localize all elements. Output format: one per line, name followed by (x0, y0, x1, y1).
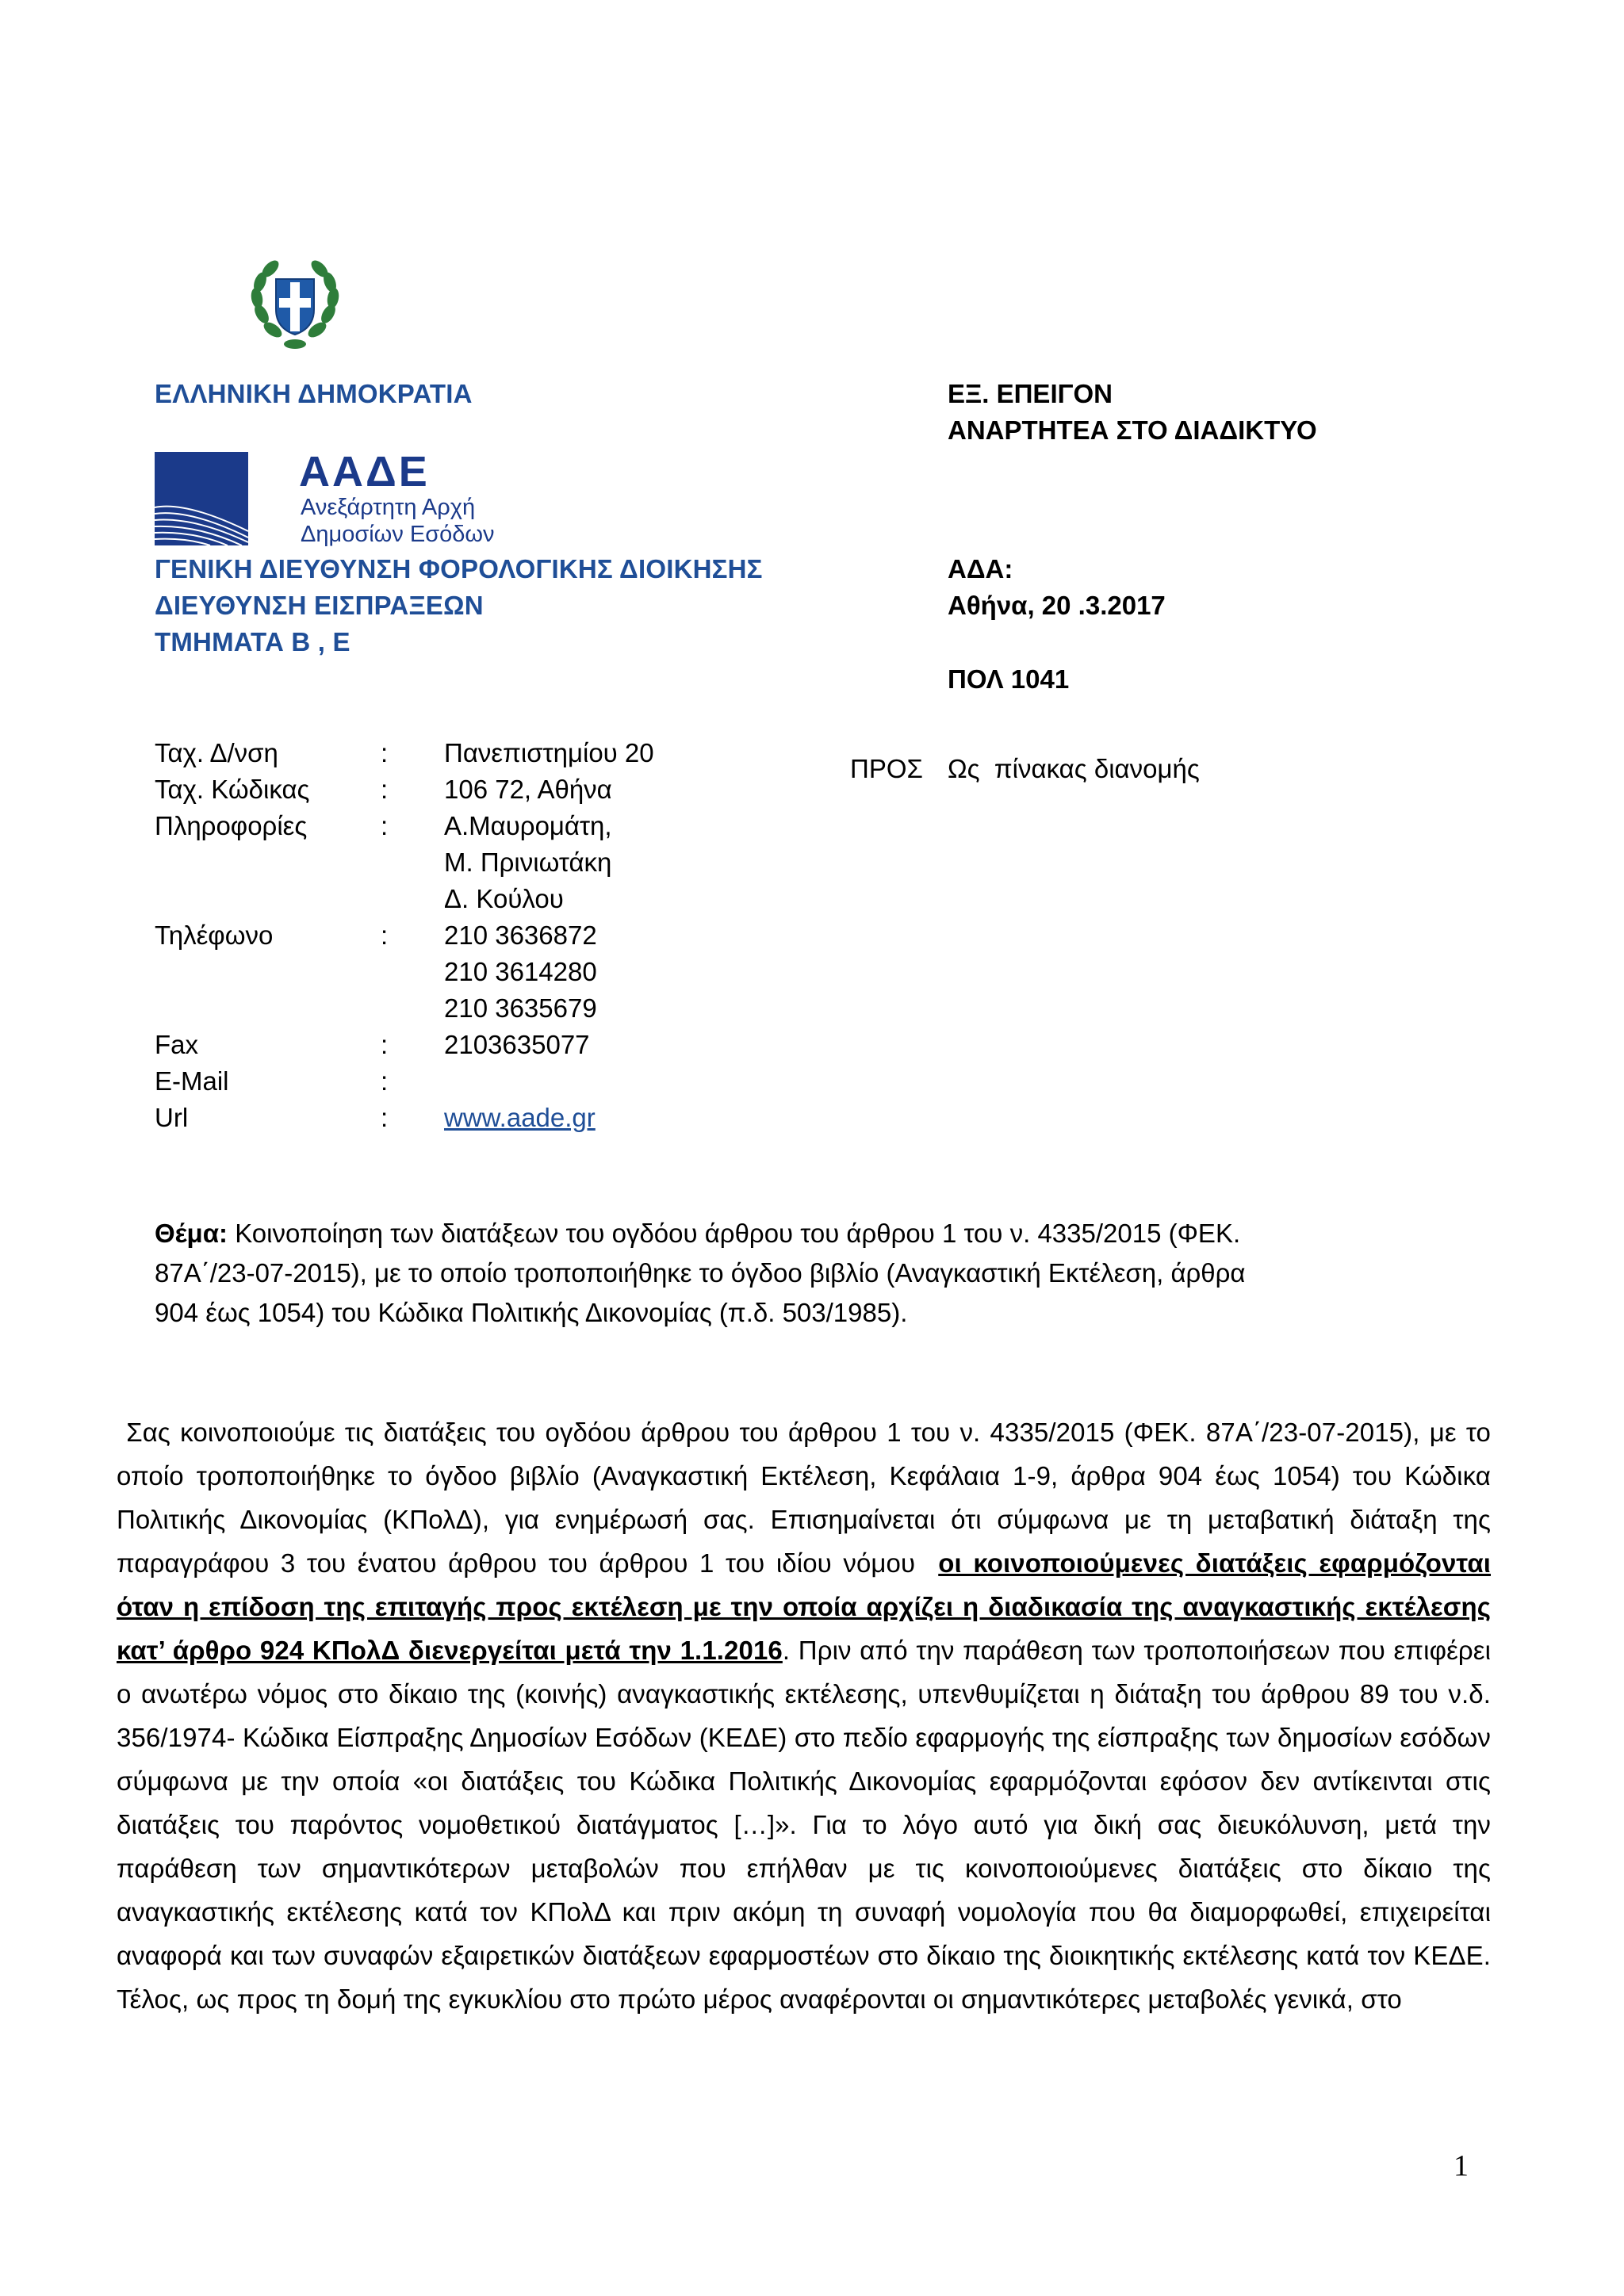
subject-line: 904 έως 1054) του Κώδικα Πολιτικής Δικονομίας (π.δ. 503/1985). (155, 1298, 908, 1327)
logo-line2: Δημοσίων Εσόδων (301, 522, 495, 547)
aade-logo-icon (155, 452, 248, 545)
phone-label: Τηλέφωνο (155, 920, 274, 950)
phone-number: 210 3614280 (444, 957, 597, 986)
aade-logo (155, 448, 519, 547)
subject-text: Κοινοποίηση των διατάξεων του ογδόου άρθρου του άρθρου 1 του ν. 4335/2015 (ΦΕΚ. (228, 1219, 1241, 1248)
body-text: . Πριν από την παράθεση των τροποποιήσεων που επιφέρει ο ανωτέρω νόμος στο δίκαιο της (κοινής) αναγκαστικής εκτέλεσης, υπενθυμίζεται η διάταξη του άρθρου 89 του ν.δ. 356/1974- Κώδικα Είσπραξης Δημοσίων Εσόδων (ΚΕΔΕ) στο πεδίο εφαρμογής της είσπραξης των δημοσίων εσόδων σύμφωνα με την οποία «οι διατάξεις του Κώδικα Πολιτικής Δικονομίας εφαρμόζονται εφόσον δεν αντίκεινται στις διατάξεις του παρόντος νομοθετικού διατάγματος […]». Για το λόγο αυτό για δική σας διευκόλυνση, μετά την παράθεση των σημαντικότερων μεταβολών που επήλθαν με τις κοινοποιούμενες διατάξεις στο δίκαιο της αναγκαστικής εκτέλεσης κατά τον ΚΠολΔ και πριν ακόμη τη συναφή νομολογία που θα διαμορφωθεί, επιχειρείται αναφορά και των συναφών εξαιρετικών διατάξεων εφαρμοστέων στο δίκαιο της διοικητικής εκτέλεσης κατά τον ΚΕΔΕ. Τέλος, ως προς τη δομή της εγκυκλίου στο πρώτο μέρος αναφέρονται οι σημαντικότερες μεταβολές γενικά, στο (117, 1636, 1492, 2014)
fax-value: 2103635077 (444, 1030, 590, 1059)
email-label: E-Mail (155, 1066, 229, 1096)
recipient-value: Ως πίνακας διανομής (948, 754, 1200, 783)
body-text: Σας κοινοποιούμε τις διατάξεις του ογδόου άρθρου του άρθρου 1 του ν. 4335/2015 (ΦΕΚ. 87Α΄/23-07-2015), με το οποίο τροποποιήθηκε το όγδοο βιβλίο (Αναγκαστική Εκτέλεση, Κεφάλαια 1-9, άρθρα 904 έως 1054) του Κώδικα Πολιτικής Δικονομίας (ΚΠολΔ), για ενημέρωσή σας. Επισημαίνεται ότι σύμφωνα με τη μεταβατική διάταξη της παραγράφου 3 του ένατου άρθρου του άρθρου 1 του ιδίου νόμου (117, 1418, 1499, 1578)
address-label: Ταχ. Δ/νση (155, 738, 278, 767)
directorate: ΔΙΕΥΘΥΝΣΗ ΕΙΣΠΡΑΞΕΩΝ (155, 591, 484, 620)
info-name: Μ. Πρινιωτάκη (444, 848, 612, 877)
url-label: Url (155, 1103, 189, 1132)
address-value: Πανεπιστημίου 20 (444, 738, 654, 767)
postcode-value: 106 72, Αθήνα (444, 775, 612, 804)
logo-line1: Ανεξάρτητη Αρχή (301, 495, 476, 520)
info-name: Δ. Κούλου (444, 884, 564, 913)
phone-number: 210 3635679 (444, 993, 597, 1023)
phone-number: 210 3636872 (444, 920, 597, 950)
fax-label: Fax (155, 1030, 199, 1059)
logo-abbr: ΑΑΔΕ (299, 448, 430, 496)
ada-label: ΑΔΑ: (948, 554, 1013, 584)
body-emphasis: οι κοινοποιούμενες διατάξεις εφαρμόζονται όταν η επίδοση της επιταγής προς εκτέλεση με την οποία αρχίζει η διαδικασία της αναγκαστικής εκτέλεσης κατ’ άρθρο 924 ΚΠολΔ διενεργείται μετά την 1.1.2016 (117, 1548, 1491, 1665)
info-name: Α.Μαυρομάτη, (444, 811, 612, 840)
colon: : (381, 775, 389, 804)
posting-label: ΑΝΑΡΤΗΤΕΑ ΣΤΟ ΔΙΑΔΙΚΤΥΟ (948, 415, 1317, 445)
website-link[interactable]: www.aade.gr (444, 1103, 596, 1132)
colon: : (381, 811, 389, 840)
recipient-label: ΠΡΟΣ (850, 754, 923, 783)
departments: ΤΜΗΜΑΤΑ Β , Ε (155, 627, 350, 656)
country-name: ΕΛΛΗΝΙΚΗ ΔΗΜΟΚΡΑΤΙΑ (155, 379, 473, 408)
colon: : (381, 738, 389, 767)
colon: : (381, 1066, 389, 1096)
body-paragraph (117, 1410, 1499, 2021)
document-date: Αθήνα, 20 .3.2017 (948, 591, 1166, 620)
subject-line: 87Α΄/23-07-2015), με το οποίο τροποποιήθηκε το όγδοο βιβλίο (Αναγκαστική Εκτέλεση, άρθρα (155, 1258, 1246, 1288)
urgent-label: ΕΞ. ΕΠΕΙΓΟΝ (948, 379, 1113, 408)
pol-number: ΠΟΛ 1041 (948, 664, 1070, 694)
colon: : (381, 1030, 389, 1059)
greek-emblem-icon (244, 252, 346, 354)
colon: : (381, 920, 389, 950)
subject-block (155, 1214, 1487, 1333)
postcode-label: Ταχ. Κώδικας (155, 775, 310, 804)
colon: : (381, 1103, 389, 1132)
page-number: 1 (1454, 2149, 1469, 2183)
subject-line (155, 1214, 1487, 1253)
info-label: Πληροφορίες (155, 811, 308, 840)
subject-label: Θέμα: (155, 1219, 228, 1248)
general-directorate: ΓΕΝΙΚΗ ΔΙΕΥΘΥΝΣΗ ΦΟΡΟΛΟΓΙΚΗΣ ΔΙΟΙΚΗΣΗΣ (155, 554, 763, 584)
